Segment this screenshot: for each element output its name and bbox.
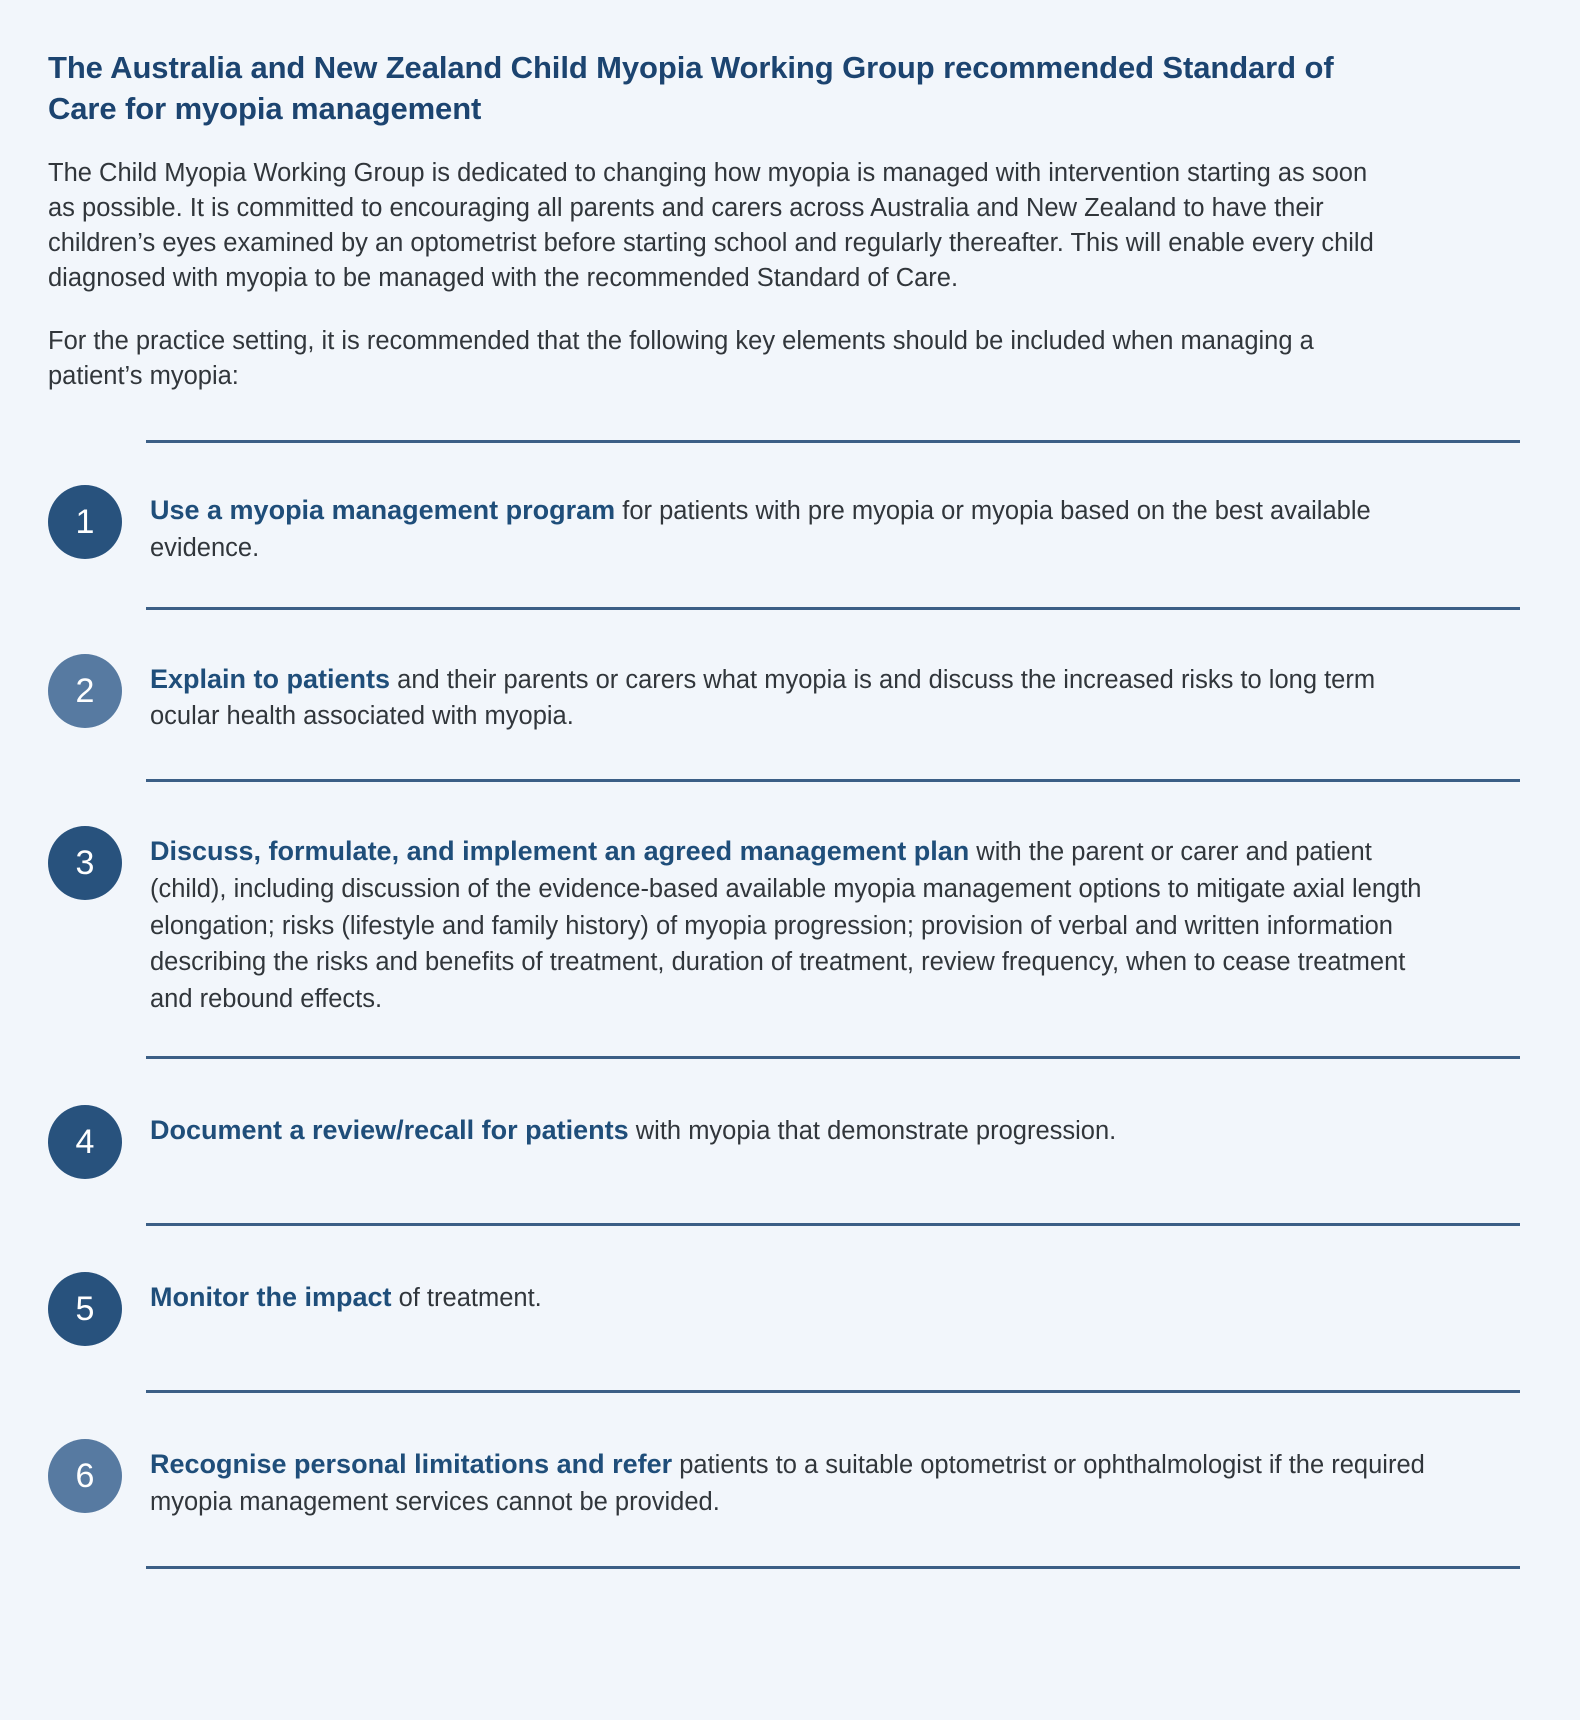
- list-item-lead-1: Use a myopia management program: [150, 494, 616, 525]
- list-item-rest-5: of treatment.: [391, 1283, 542, 1312]
- divider-5: [146, 1390, 1520, 1393]
- number-badge-3: 3: [48, 826, 122, 900]
- list-item: [48, 1105, 1528, 1179]
- divider-1: [146, 607, 1520, 610]
- page-title: The Australia and New Zealand Child Myopia Working Group recommended Standard of Care for myopia management: [48, 50, 1334, 126]
- number-badge-5: 5: [48, 1272, 122, 1346]
- list-item: [48, 654, 1528, 736]
- number-badge-2: 2: [48, 654, 122, 728]
- list-item-text-6: [150, 1439, 1450, 1521]
- number-badge-6: 6: [48, 1439, 122, 1513]
- intro-paragraph-2: For the practice setting, it is recommended that the following key elements should be included when managing a patient’s myopia:: [48, 326, 1314, 390]
- list-item-text-1: [150, 485, 1450, 567]
- list-item-lead-3: Discuss, formulate, and implement an agreed management plan: [150, 836, 970, 867]
- divider-4: [146, 1223, 1520, 1226]
- list-item: [48, 1272, 1528, 1346]
- number-badge-4: 4: [48, 1105, 122, 1179]
- list-item-text-5: [150, 1272, 1450, 1317]
- list-item-lead-4: Document a review/recall for patients: [150, 1114, 629, 1145]
- list-item-text-4: [150, 1105, 1450, 1150]
- list-item-text-3: [150, 826, 1450, 1018]
- list-item-lead-2: Explain to patients: [150, 663, 391, 694]
- list-item-rest-1: for patients with pre myopia or myopia based on the best available evidence.: [150, 496, 1371, 562]
- divider-3: [146, 1056, 1520, 1059]
- list-item-text-2: [150, 654, 1450, 736]
- list-item-lead-5: Monitor the impact: [150, 1281, 392, 1312]
- divider-top: [146, 440, 1520, 443]
- list-item: [48, 826, 1528, 1018]
- number-badge-1: 1: [48, 485, 122, 559]
- list-item: [48, 1439, 1528, 1521]
- divider-2: [146, 779, 1520, 782]
- list-item-rest-6: patients to a suitable optometrist or ophthalmologist if the required myopia management services cannot be provided.: [150, 1450, 1425, 1516]
- intro-paragraph-1: The Child Myopia Working Group is dedicated to changing how myopia is managed with intervention starting as soon as possible. It is committed to encouraging all parents and carers across Australia and New Zealand to have their children’s eyes examined by an optometrist before starting school and regularly thereafter. This will enable every child diagnosed with myopia to be managed with the recommended Standard of Care.: [48, 158, 1374, 293]
- list-item-rest-3: with the parent or carer and patient (child), including discussion of the evidence-based available myopia management options to mitigate axial length elongation; risks (lifestyle and family history) of myopia progression; provision of verbal and written information describing the risks and benefits of treatment, duration of treatment, review frequency, when to cease treatment and rebound effects.: [150, 838, 1422, 1014]
- list-item-lead-6: Recognise personal limitations and refer: [150, 1448, 673, 1479]
- divider-bottom: [146, 1566, 1520, 1569]
- list-item: [48, 485, 1528, 567]
- list-item-rest-4: with myopia that demonstrate progression.: [628, 1116, 1117, 1145]
- standard-of-care-list: [48, 440, 1528, 1570]
- list-item-rest-2: and their parents or carers what myopia is and discuss the increased risks to long term ocular health associated with myopia.: [150, 665, 1376, 731]
